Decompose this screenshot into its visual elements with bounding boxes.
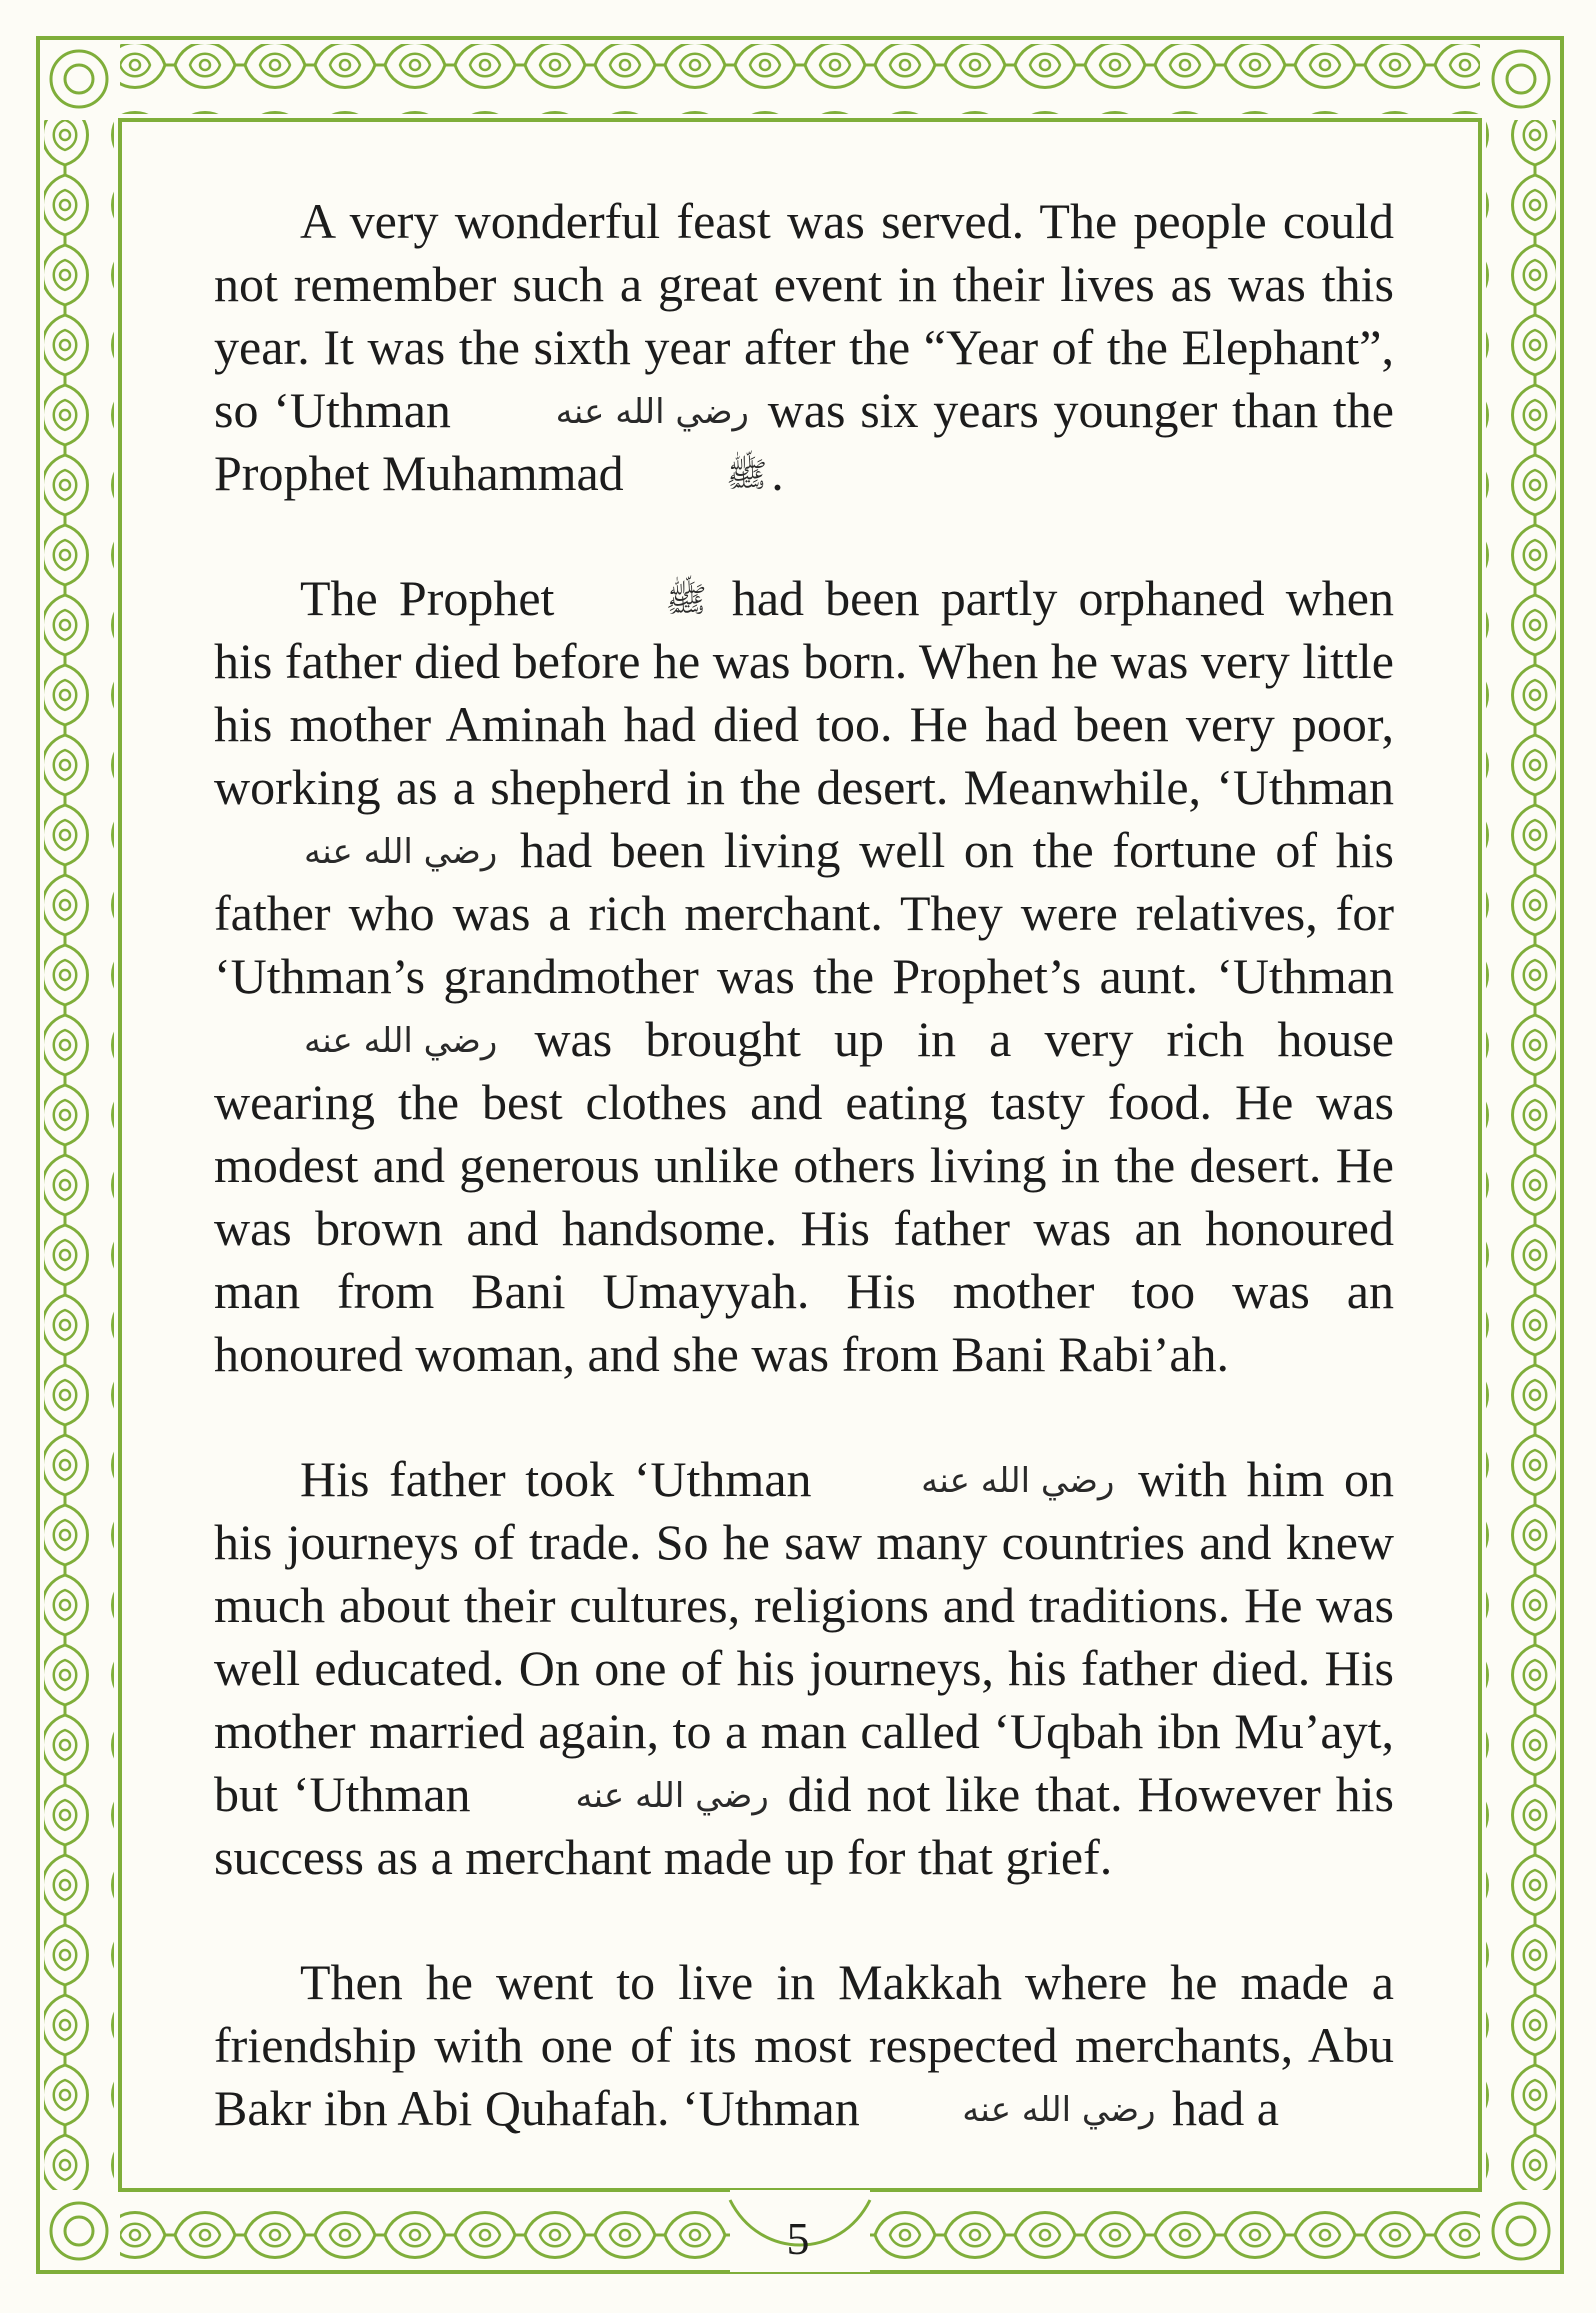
paragraph-2 — [214, 567, 1394, 1386]
honorific-prophet-glyph: ﷺ — [726, 455, 768, 495]
body-text — [214, 190, 1394, 2140]
honorific-uthman-glyph: رضي الله عنه — [921, 1461, 1115, 1501]
honorific-prophet-glyph: ﷺ — [665, 580, 707, 620]
text-segment: was six years younger than the Prophet Muhammad — [214, 382, 1394, 501]
honorific-uthman-glyph: رضي الله عنه — [575, 1776, 769, 1816]
paragraph-3 — [214, 1448, 1394, 1889]
paragraph-1 — [214, 190, 1394, 505]
text-segment: Then he went to live in Makkah where he made a friendship with one of its most respected merchants, Abu Bakr ibn Abi Quhafah. ‘Uthman — [214, 1954, 1394, 2136]
text-segment: His father took ‘Uthman — [300, 1451, 832, 1507]
honorific-uthman-glyph: رضي الله عنه — [304, 1021, 498, 1061]
paragraph-4 — [214, 1951, 1394, 2140]
honorific-uthman-glyph: رضي الله عنه — [555, 392, 749, 432]
text-segment: with him on his journeys of trade. So he saw many countries and knew much about their cultures, religions and traditions. He was well educated. On one of his journeys, his father died. His mother married again, to a man called ‘Uqbah ibn Mu’ayt, but ‘Uthman — [214, 1451, 1394, 1822]
honorific-uthman-glyph: رضي الله عنه — [962, 2090, 1156, 2130]
text-segment: . — [771, 445, 784, 501]
honorific-uthman-glyph: رضي الله عنه — [304, 832, 498, 872]
page-number: 5 — [786, 2213, 810, 2264]
text-segment: did not like that. However his success as a merchant made up for that grief. — [214, 1766, 1394, 1885]
text-segment: A very wonderful feast was served. The people could not remember such a great event in their lives as was this year. It was the sixth year after the “Year of the Elephant”, so ‘Uthman — [214, 193, 1394, 438]
text-segment: was brought up in a very rich house wearing the best clothes and eating tasty food. He was modest and generous unlike others living in the desert. He was brown and handsome. His father was an honoured man from Bani Umayyah. His mother too was an honoured woman, and she was from Bani Rabi’ah. — [214, 1011, 1394, 1382]
text-segment: had been living well on the fortune of his father who was a rich merchant. They were relatives, for ‘Uthman’s grandmother was the Prophet’s aunt. ‘Uthman — [214, 822, 1394, 1004]
text-segment: The Prophet — [300, 570, 576, 626]
text-segment: had been partly orphaned when his father died before he was born. When he was very little his mother Aminah had died too. He had been very poor, working as a shepherd in the desert. Meanwhile, ‘Uthman — [214, 570, 1394, 815]
text-segment: had a — [1159, 2080, 1279, 2136]
